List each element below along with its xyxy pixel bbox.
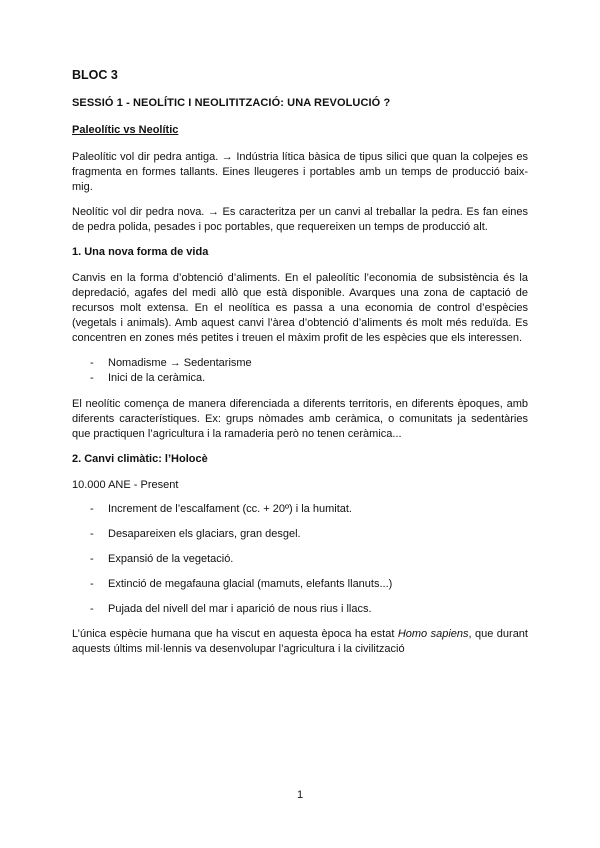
list-item: - Extinció de megafauna glacial (mamuts, elefants llanuts...) xyxy=(72,577,528,592)
section-1-paragraph: Canvis en la forma d’obtenció d’aliments. En el paleolític l’economia de subsistència és la depredació, agafes del medi allò que està disponible. Avarques una zona de captació de recursos molt extensa. En el neolítica es passa a una economia de control d’espècies (vegetals i animals). Amb aquest canvi l’àrea d’obtenció d’aliments és molt més reduïda. Es concentren en zones més petites i treuen el màxim profit de les espècies que els interessen. xyxy=(72,272,528,344)
list-item: - Pujada del nivell del mar i aparició de nous rius i llacs. xyxy=(72,602,528,617)
closing-text-end: , que durant aquests últims mil·lennis va desenvolupar l’agricultura i la civilització xyxy=(72,628,528,655)
species-name: Homo sapiens xyxy=(397,628,469,640)
page-content xyxy=(72,68,528,667)
session-title: SESSIÓ 1 - NEOLÍTIC I NEOLITITZACIÓ: UNA REVOLUCIÓ ? xyxy=(72,97,391,109)
section-1-list xyxy=(72,356,528,386)
list-item: - Nomadisme → Sedentarisme xyxy=(72,356,528,371)
list-item: - Increment de l’escalfament (cc. + 20º) i la humitat. xyxy=(72,502,528,517)
page-number: 1 xyxy=(296,789,304,801)
paleolithic-paragraph: Paleolític vol dir pedra antiga. → Indústria lítica bàsica de tipus silici que quan la colpejes es fragmenta en formes tallants. Eines lleugeres i portables amb un temps de producció baix-mig. xyxy=(72,151,528,193)
neolithic-paragraph: Neolític vol dir pedra nova. → Es caracteritza per un canvi al treballar la pedra. Es fan eines de pedra polida, pesades i poc portables, que requereixen un temps de producció alt. xyxy=(72,206,528,233)
closing-text-start: L’única espècie humana que ha viscut en aquesta època ha estat xyxy=(72,628,398,640)
closing-paragraph xyxy=(72,627,528,657)
bloc-title: BLOC 3 xyxy=(72,68,118,82)
section-1-paragraph-2: El neolític comença de manera diferenciada a diferents territoris, en diferents èpoques, amb diferents característiques. Ex: grups nòmades amb ceràmica, o comunitats ja sedentàries que practiquen l’agricultura i la ramaderia però no tenen ceràmica... xyxy=(72,398,528,440)
period-label: 10.000 ANE - Present xyxy=(72,479,179,491)
list-item: - Expansió de la vegetació. xyxy=(72,552,528,567)
list-item: - Inici de la ceràmica. xyxy=(72,371,528,386)
list-item: - Desapareixen els glaciars, gran desgel. xyxy=(72,527,528,542)
section-2-heading: 2. Canvi climàtic: l’Holocè xyxy=(72,453,208,465)
section-2-list xyxy=(72,502,528,617)
section-subtitle: Paleolític vs Neolític xyxy=(72,124,179,136)
section-1-heading: 1. Una nova forma de vida xyxy=(72,246,209,258)
